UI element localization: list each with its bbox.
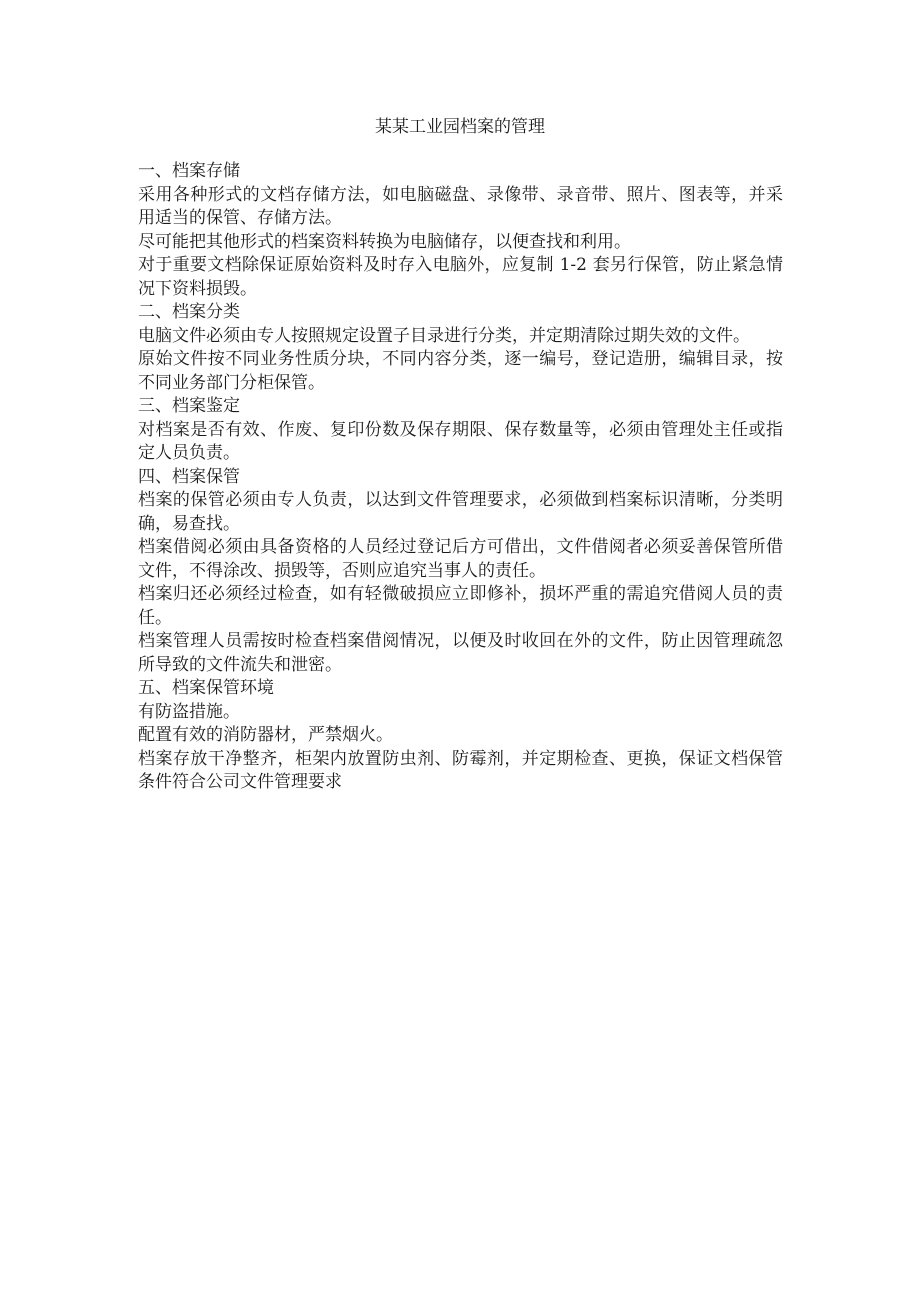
paragraph: 档案管理人员需按时检查档案借阅情况，以便及时收回在外的文件，防止因管理疏忽所导致的文件流失和泄密。 bbox=[138, 631, 783, 675]
paragraph: 配置有效的消防器材，严禁烟火。 bbox=[138, 725, 393, 745]
paragraph: 采用各种形式的文档存储方法，如电脑磁盘、录像带、录音带、照片、图表等，并采用适当的保管、存储方法。 bbox=[138, 184, 783, 228]
section-classification bbox=[138, 301, 783, 395]
section-custody bbox=[138, 466, 783, 678]
paragraph: 电脑文件必须由专人按照规定设置子目录进行分类，并定期清除过期失效的文件。 bbox=[138, 325, 750, 346]
section-heading: 三、档案鉴定 bbox=[138, 396, 240, 416]
paragraph: 档案存放干净整齐，柜架内放置防虫剂、防霉剂，并定期检查、更换，保证文档保管条件符合公司文件管理要求 bbox=[138, 748, 783, 792]
paragraph: 对档案是否有效、作废、复印份数及保存期限、保存数量等，必须由管理处主任或指定人员负责。 bbox=[138, 419, 783, 463]
paragraph: 档案的保管必须由专人负责，以达到文件管理要求，必须做到档案标识清晰，分类明确，易查找。 bbox=[138, 490, 783, 534]
section-heading: 一、档案存储 bbox=[138, 161, 240, 181]
paragraph: 对于重要文档除保证原始资料及时存入电脑外，应复制 1-2 套另行保管，防止紧急情况下资料损毁。 bbox=[138, 255, 783, 299]
paragraph: 尽可能把其他形式的档案资料转换为电脑储存，以便查找和利用。 bbox=[138, 231, 631, 252]
paragraph: 有防盗措施。 bbox=[138, 701, 240, 722]
section-storage bbox=[138, 160, 783, 301]
section-appraisal bbox=[138, 395, 783, 466]
page-title: 某某工业园档案的管理 bbox=[375, 117, 545, 137]
section-environment bbox=[138, 677, 783, 795]
paragraph: 原始文件按不同业务性质分块，不同内容分类，逐一编号，登记造册，编辑目录，按不同业务部门分柜保管。 bbox=[138, 349, 783, 393]
section-heading: 四、档案保管 bbox=[138, 466, 240, 487]
section-heading: 二、档案分类 bbox=[138, 302, 240, 322]
document-body bbox=[138, 160, 783, 795]
paragraph: 档案借阅必须由具备资格的人员经过登记后方可借出，文件借阅者必须妥善保管所借文件，不得涂改、损毁等，否则应追究当事人的责任。 bbox=[138, 537, 783, 581]
section-heading: 五、档案保管环境 bbox=[138, 678, 274, 698]
paragraph: 档案归还必须经过检查，如有轻微破损应立即修补，损坏严重的需追究借阅人员的责任。 bbox=[138, 584, 783, 628]
